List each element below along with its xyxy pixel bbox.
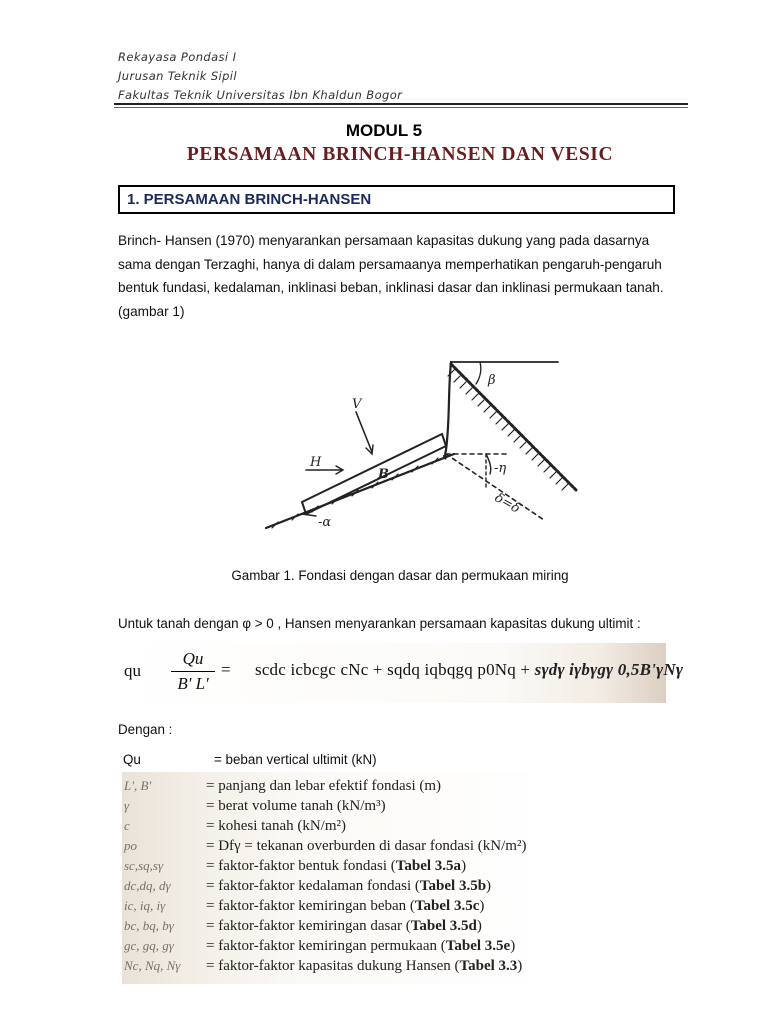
definition-text: = faktor-faktor kemiringan beban (Tabel 3.5c): [206, 898, 485, 914]
definition-text: = faktor-faktor kemiringan permukaan (Tabel 3.5e): [206, 938, 516, 954]
definition-row: [122, 778, 546, 796]
formula-equals: =: [221, 660, 231, 679]
formula-denominator: B' L': [177, 674, 209, 693]
dengan-label: Dengan :: [118, 722, 173, 737]
ground-hatching: [272, 458, 438, 528]
sloping-surface: [451, 364, 576, 490]
footing-block: [302, 434, 446, 514]
formula-cohesion-term: scdc icbcgc cNc: [255, 660, 369, 679]
header-rule-thin: [114, 107, 688, 108]
qu-description: = beban vertical ultimit (kN): [214, 752, 377, 767]
ultimate-intro: Untuk tanah dengan φ > 0 , Hansen menyarankan persamaan kapasitas dukung ultimit :: [118, 616, 641, 631]
definition-symbol: po: [124, 838, 137, 853]
definition-row: [122, 838, 546, 856]
foundation-diagram: [258, 350, 588, 535]
alpha-mark: [302, 514, 316, 516]
figure-caption: Gambar 1. Fondasi dengan dasar dan permukaan miring: [231, 568, 569, 583]
label-eta: -η: [494, 461, 507, 476]
definition-symbol: gc, gq, gγ: [124, 938, 174, 953]
paragraph-line: (gambar 1): [118, 304, 185, 320]
v-load-arrow: [356, 412, 372, 452]
definition-row: [122, 938, 546, 956]
definition-row: [122, 818, 546, 836]
formula-plus: +: [372, 660, 383, 679]
definition-symbol: L', B': [124, 778, 152, 793]
definition-row: [122, 898, 546, 916]
ground-base-line: [266, 454, 454, 528]
formula-overburden-term: sqdq iqbqgq p0Nq: [387, 660, 516, 679]
module-subtitle: PERSAMAAN BRINCH-HANSEN DAN VESIC: [186, 144, 614, 165]
definition-text: = panjang dan lebar efektif fondasi (m): [206, 778, 442, 794]
definition-text: = faktor-faktor kedalaman fondasi (Tabel 3.5b): [206, 878, 492, 894]
header-course: Rekayasa Pondasi I: [118, 50, 237, 64]
module-title: MODUL 5: [345, 121, 423, 140]
formula-fraction: [171, 649, 215, 694]
formula-numerator: Qu: [171, 649, 215, 672]
label-alpha: -α: [318, 515, 332, 530]
definition-row: [122, 918, 546, 936]
definition-text: = faktor-faktor kapasitas dukung Hansen (Tabel 3.3): [206, 958, 523, 974]
definition-row: [122, 958, 546, 976]
formula-lhs: qu: [124, 661, 141, 680]
paragraph-line: Brinch- Hansen (1970) menyarankan persamaan kapasitas dukung yang pada dasarnya: [118, 233, 650, 248]
label-b: B: [378, 467, 389, 482]
definition-symbol: γ: [124, 798, 130, 813]
formula-rhs: [255, 660, 683, 680]
definition-symbol: ic, iq, iγ: [124, 898, 166, 913]
section-heading: 1. PERSAMAAN BRINCH-HANSEN: [127, 191, 372, 208]
header-department: Jurusan Teknik Sipil: [118, 69, 238, 83]
formula-plus: +: [520, 660, 531, 679]
paragraph-line: sama dengan Terzaghi, hanya di dalam persamaanya memperhatikan pengaruh-pengaruh: [118, 256, 662, 272]
definition-row: [122, 798, 546, 816]
header-rule-thick: [114, 103, 688, 105]
definition-text: = berat volume tanah (kN/m³): [206, 798, 386, 814]
section-heading-box: [118, 185, 675, 214]
definition-symbol: sc,sq,sγ: [124, 858, 164, 873]
definition-symbol: Nc, Nq, Nγ: [124, 958, 181, 973]
beta-arc: [476, 362, 481, 384]
paragraph-line: bentuk fundasi, kedalaman, inklinasi beban, inklinasi dasar dan inklinasi permukaan tanah.: [118, 280, 664, 296]
slope-hatching: [448, 370, 568, 490]
definition-text: = kohesi tanah (kN/m²): [206, 818, 347, 834]
definition-symbol: bc, bq, bγ: [124, 918, 174, 933]
definition-row: [122, 878, 546, 896]
hansen-formula: [118, 643, 684, 703]
qu-symbol: Qu: [123, 752, 141, 767]
eta-arc: [486, 454, 491, 474]
label-v: V: [352, 397, 362, 412]
definition-text: = Dfγ = tekanan overburden di dasar fondasi (kN/m²): [206, 838, 527, 854]
label-delta: δ=δ: [492, 490, 523, 517]
definition-row: [122, 858, 546, 876]
definition-symbol: c: [124, 818, 130, 833]
running-header: [118, 48, 402, 105]
intro-paragraph: [118, 229, 692, 324]
label-beta: β: [488, 373, 496, 388]
definition-text: = faktor-faktor kemiringan dasar (Tabel 3.5d): [206, 918, 482, 934]
label-h: H: [310, 455, 322, 470]
definitions-list: [122, 772, 546, 984]
header-faculty: Fakultas Teknik Universitas Ibn Khaldun Bogor: [118, 88, 403, 102]
definition-text: = faktor-faktor bentuk fondasi (Tabel 3.5a): [206, 858, 467, 874]
formula-weight-term: sγdγ iγbγgγ 0,5B'γNγ: [534, 660, 684, 679]
definition-symbol: dc,dq, dγ: [124, 878, 171, 893]
